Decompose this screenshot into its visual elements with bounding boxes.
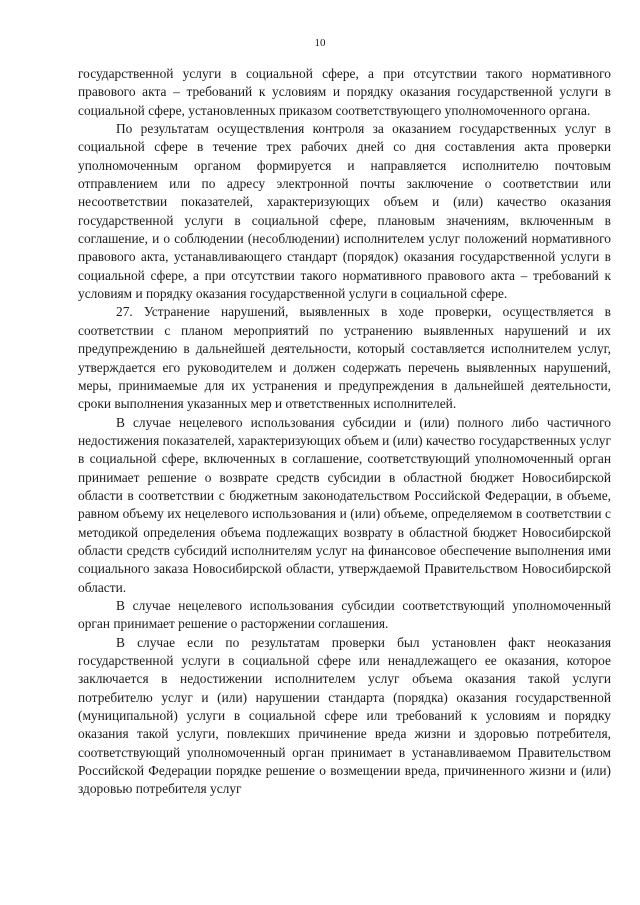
paragraph: В случае если по результатам проверки был установлен факт неоказания государственной услуги в социальной сфере или ненадлежащего ее оказания, которое заключается в недостижении исполнителем услуг объема оказания такой услуги потребителю услуг и (или) нарушении стандарта (порядка) оказания государственной (муниципальной) услуги в социальной сфере или требований к условиям и порядку оказания такой услуги, повлекших причинение вреда жизни и здоровью потребителя, соответствующий уполномоченный орган принимает в устанавливаемом Правительством Российской Федерации порядке решение о возмещении вреда, причиненного жизни и (или) здоровью потребителя услуг — [78, 634, 611, 797]
paragraph: По результатам осуществления контроля за оказанием государственных услуг в социальной сфере в течение трех рабочих дней со дня составления акта проверки уполномоченным органом формируется и направляется исполнителю почтовым отправлением или по адресу электронной почты заключение о соответствии или несоответствии показателей, характеризующих объем и (или) качество оказания государственной услуги в социальной сфере, плановым значениям, включенным в соглашение, и о соблюдении (несоблюдении) исполнителем услуг положений нормативного правового акта, устанавливающего стандарт (порядок) оказания государственной услуги в социальной сфере, а при отсутствии такого нормативного правового акта – требований к условиям и порядку оказания государственной услуги в социальной сфере. — [78, 121, 611, 302]
paragraph: В случае нецелевого использования субсидии и (или) полного либо частичного недостижения показателей, характеризующих объем и (или) качество государственных услуг в социальной сфере, включенных в соглашение, соответствующий уполномоченный орган принимает решение о возврате средств субсидии в областной бюджет Новосибирской области в соответствии с бюджетным законодательством Российской Федерации, в объеме, равном объему их нецелевого использования и (или) объеме, определяемом в соответствии с методикой определения объема подлежащих возврату в областной бюджет Новосибирской области средств субсидий исполнителям услуг на финансовое обеспечение выполнения ими социального заказа Новосибирской области, утверждаемой Правительством Новосибирской области. — [78, 414, 611, 595]
paragraph: 27. Устранение нарушений, выявленных в ходе проверки, осуществляется в соответствии с планом мероприятий по устранению выявленных нарушений и их предупреждению в дальнейшей деятельности, который составляется исполнителем услуг, утверждается его руководителем и должен содержать перечень выявленных нарушений, меры, принимаемые для их устранения и предупреждения в дальнейшей деятельности, сроки выполнения указанных мер и ответственных исполнителей. — [78, 304, 611, 412]
body-text — [78, 65, 611, 799]
paragraph: государственной услуги в социальной сфере, а при отсутствии такого нормативного правового акта – требований к условиям и порядку оказания государственной услуги в социальной сфере, установленных приказом соответствующего уполномоченного органа. — [78, 66, 611, 118]
page-number: 10 — [314, 37, 326, 49]
paragraph: В случае нецелевого использования субсидии соответствующий уполномоченный орган принимает решение о расторжении соглашения. — [78, 597, 611, 632]
